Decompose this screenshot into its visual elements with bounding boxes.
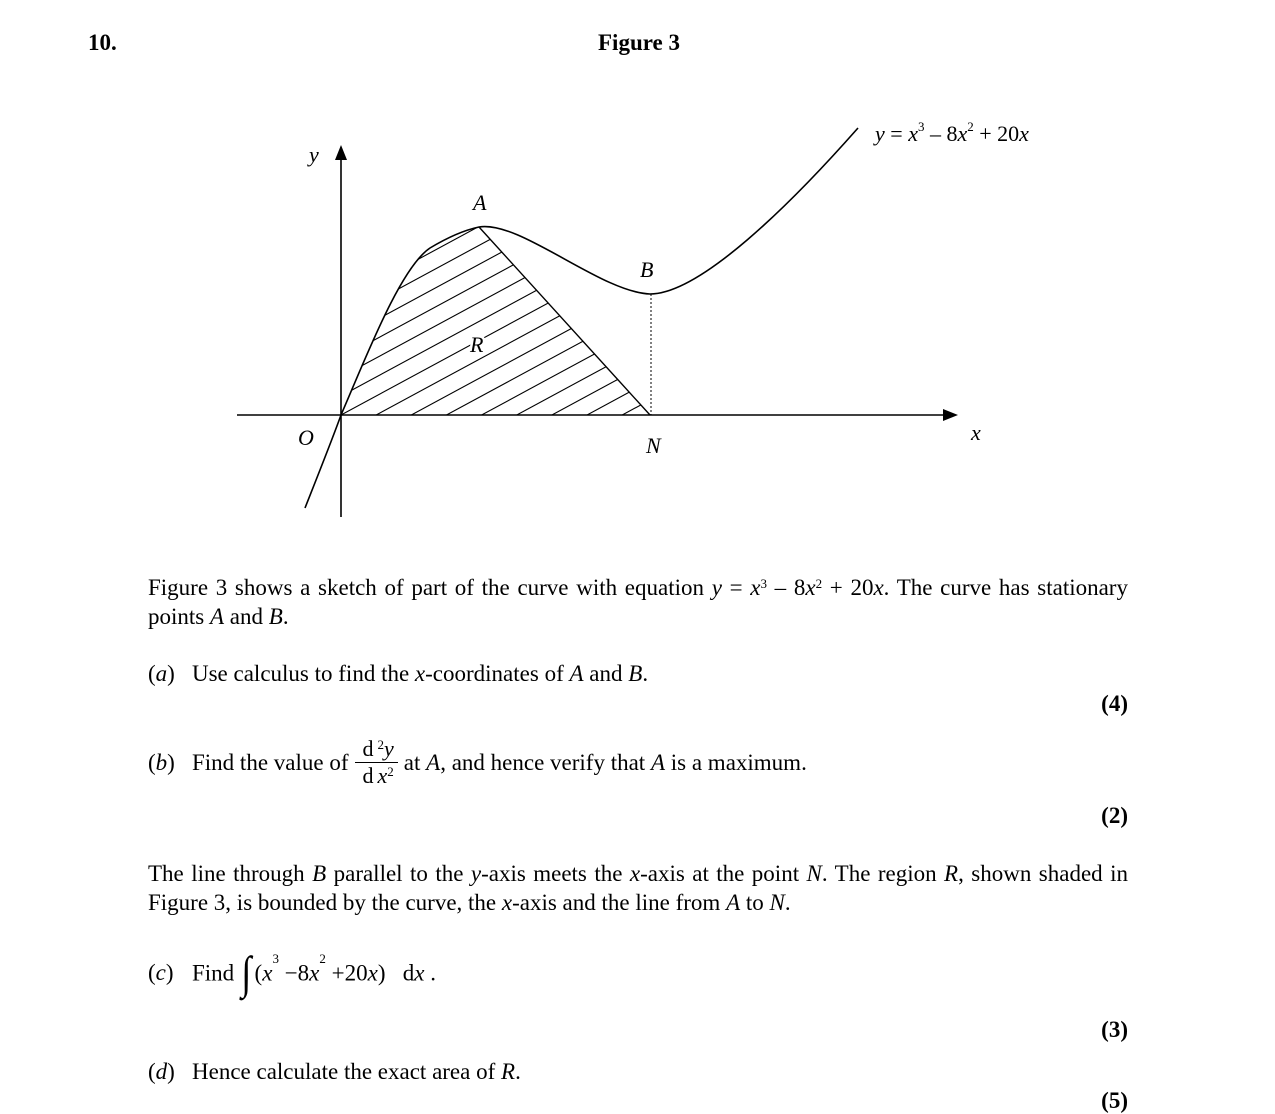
part-d-marks: (5): [1101, 1088, 1128, 1113]
y-axis-arrow-icon: [335, 145, 347, 160]
y-axis-label: y: [309, 142, 319, 167]
intro-paragraph: Figure 3 shows a sketch of part of the curve with equation $y = x^3 - 8x^2 + 20x$. The curve has stationary points A and B.: [148, 575, 1128, 629]
figure-title: Figure 3: [598, 30, 680, 55]
origin-label: O: [298, 425, 314, 450]
point-a-label: A: [473, 190, 487, 215]
part-b-marks: (2): [1101, 803, 1128, 828]
part-a: (a) Use calculus to find the x-coordinates of A and B.: [148, 661, 649, 686]
part-b-label: (b): [148, 749, 175, 775]
region-paragraph: The line through B parallel to the y-axis meets the x-axis at the point N. The region R, shown shaded in Figure 3, is bounded by the curve, the x-axis and the line from A to N.: [148, 861, 1128, 915]
cubic-curve: [305, 128, 858, 508]
x-axis-arrow-icon: [943, 409, 958, 421]
part-b: (b) Find the value of $\frac{d ^2y}{d x^2}$ at A, and hence verify that A is a maximum.: [148, 736, 807, 788]
part-d: (d) Hence calculate the exact area of R.: [148, 1059, 521, 1084]
part-c-label: (c): [148, 960, 174, 986]
part-c-marks: (3): [1101, 1017, 1128, 1042]
point-b-label: B: [640, 257, 654, 282]
line-a-to-n: [479, 227, 650, 415]
region-r-label: R: [470, 332, 484, 357]
curve-equation-label: $y = x^3 - 8x^2 + 20x$: [875, 119, 1029, 146]
part-a-marks: (4): [1101, 691, 1128, 716]
integral-sign: ∫: [241, 947, 252, 998]
x-axis-label: x: [971, 420, 981, 445]
part-a-label: (a): [148, 661, 175, 686]
part-c: (c) Find ∫ $(x^3 -8x^2 +20x)$ dx .: [148, 947, 436, 998]
question-number: 10.: [88, 30, 117, 55]
region-r-hatching: [341, 63, 711, 560]
part-d-label: (d): [148, 1059, 175, 1084]
second-derivative-fraction: $\frac{d ^2y}{d x^2}$: [355, 736, 398, 789]
point-n-label: N: [646, 433, 661, 458]
